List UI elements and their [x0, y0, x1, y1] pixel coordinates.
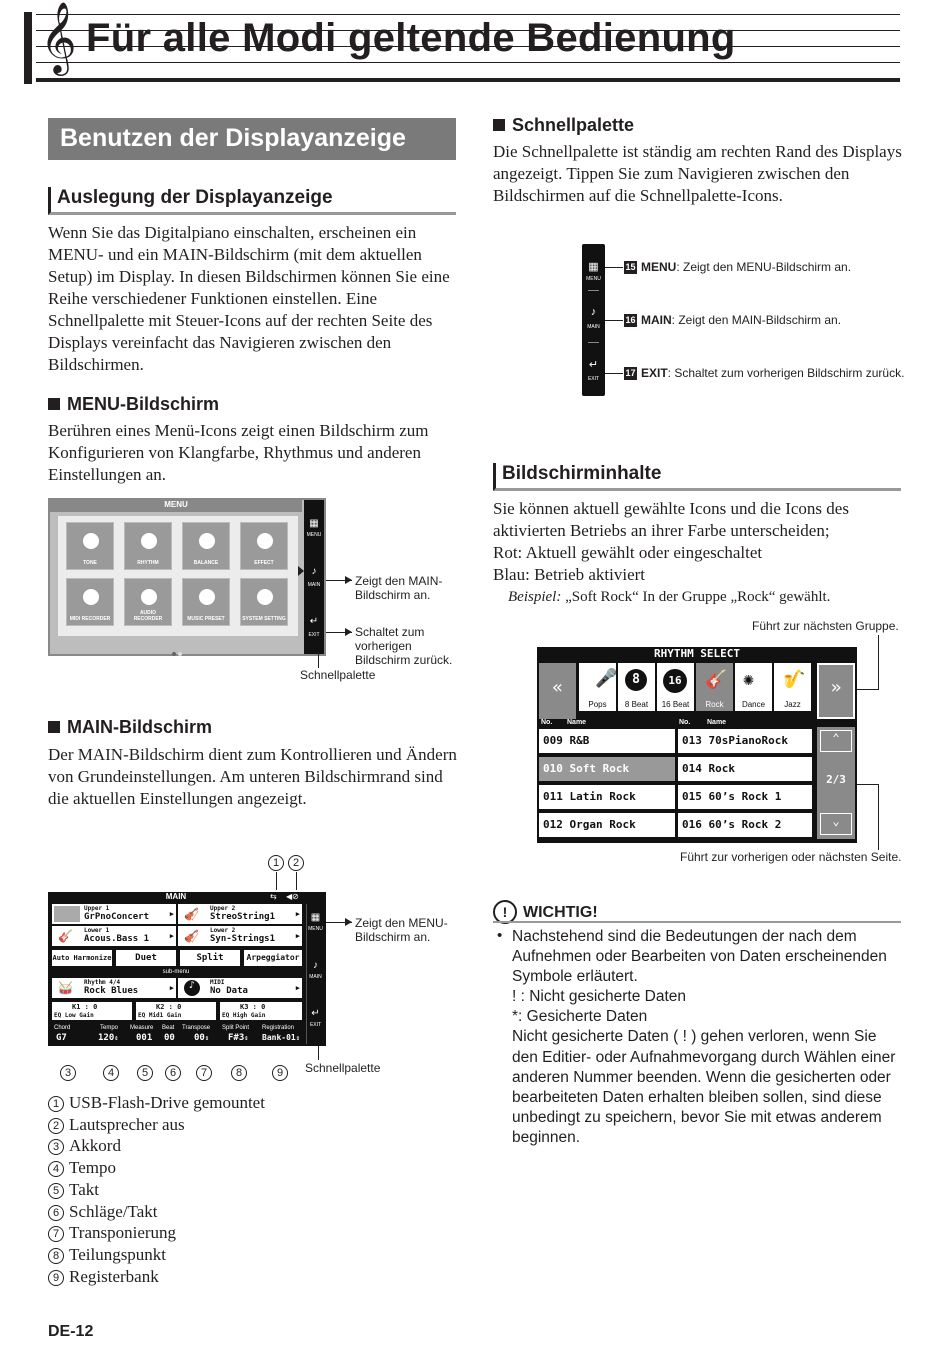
speaker-off-icon: ◀⊘ — [286, 892, 299, 901]
exit-arrow-icon[interactable]: ↵ — [311, 1008, 320, 1019]
legend-item: 7 Transponierung — [48, 1222, 265, 1244]
note-icon — [83, 589, 99, 605]
palette-exit-label: EXIT — [309, 1022, 322, 1028]
page-down-icon[interactable]: ⌄ — [820, 813, 852, 835]
content-line: Rot: Aktuell gewählt oder eingeschaltet — [493, 543, 763, 562]
warning-icon: ! — [493, 900, 517, 924]
arrow-right-icon: ▶ — [169, 932, 174, 940]
callout-number: 3 — [60, 1065, 76, 1081]
eight-beat-icon: 8 — [625, 669, 647, 691]
palette-heading: Schnellpalette — [493, 115, 634, 136]
midi-part[interactable]: ♪ MIDI No Data ▶ — [178, 978, 302, 998]
note-icon: ♪ — [184, 980, 200, 996]
balance-icon — [199, 533, 215, 549]
legend-item: 6 Schläge/Takt — [48, 1201, 265, 1223]
midi-recorder-tile[interactable]: MIDI RECORDER — [66, 578, 114, 626]
split-point-label: Split Point — [222, 1025, 250, 1031]
auto-harmonize-button[interactable]: Auto Harmonize — [52, 950, 112, 966]
palette-main-label: MAIN — [307, 582, 321, 588]
col-name-label: Name — [707, 719, 727, 726]
divider — [588, 342, 599, 343]
arrow-marker — [298, 566, 304, 576]
effect-tile[interactable]: EFFECT — [240, 522, 288, 570]
palette-main-label: MAIN — [309, 974, 322, 980]
callout-number: 9 — [272, 1065, 288, 1081]
rhythm-list-item-selected[interactable]: 010 Soft Rock — [539, 757, 675, 781]
gear-icon — [257, 589, 273, 605]
page-title: Für alle Modi geltende Bedienung — [86, 16, 736, 60]
knob-k3[interactable]: K3 : 0 EQ High Gain — [220, 1002, 302, 1020]
callout-number: 2 — [288, 855, 304, 871]
callout-line — [878, 635, 879, 690]
tempo-label: Tempo — [100, 1025, 119, 1031]
main-screen-title: MAIN — [165, 892, 187, 901]
instruments-icon — [199, 589, 215, 605]
tone-tile[interactable]: TONE — [66, 522, 114, 570]
measure-value[interactable]: 001 — [136, 1033, 153, 1043]
header-bar — [24, 12, 32, 84]
group-8-beat[interactable]: 8 Beat — [618, 663, 655, 711]
callout-next-group: Führt zur nächsten Gruppe. — [752, 619, 899, 633]
rhythm-list-item[interactable]: 013 70sPianoRock — [678, 729, 812, 753]
content-paragraph — [493, 498, 903, 586]
palette-paragraph: Die Schnellpalette ist ständig am rechten Rand des Displays angezeigt. Tippen Sie zum Navigieren zwischen den Bildschirmen auf die Schnellpalette-Icons. — [493, 142, 902, 205]
transpose-label: Transpose — [182, 1025, 211, 1031]
main-screen — [48, 892, 326, 1046]
palette-exit-label: EXIT — [308, 632, 320, 638]
col-no-label: No. — [541, 719, 553, 726]
important-line: ! : Nicht gesicherte Daten — [512, 988, 687, 1006]
guitar-icon: 🎸 — [705, 669, 728, 690]
legend-item: 4 Tempo — [48, 1157, 265, 1179]
audio-recorder-tile[interactable]: AUDIO RECORDER — [124, 578, 172, 626]
rhythm-list-item[interactable]: 011 Latin Rock — [539, 785, 675, 809]
arpeggiator-button[interactable]: Arpeggiator — [244, 950, 302, 966]
split-button[interactable]: Split — [180, 950, 240, 966]
important-body — [512, 927, 904, 1148]
important-heading: WICHTIG! — [523, 904, 598, 921]
violin-icon: 🎻 — [184, 907, 199, 921]
legend-item: 5 Takt — [48, 1179, 265, 1201]
submenu-label: sub-menu — [162, 969, 190, 975]
palette-item-main: 16 MAIN: Zeigt den MAIN-Bildschirm an. — [625, 313, 842, 327]
example-line — [508, 589, 830, 606]
group-jazz[interactable]: Jazz — [774, 663, 811, 711]
subsection-heading: Auslegung der Displayanzeige — [48, 187, 456, 215]
menu-paragraph: Berühren eines Menü-Icons zeigt einen Bildschirm zum Konfigurieren von Klangfarbe, Rhythmus und anderen Einstellungen an. — [48, 421, 429, 484]
callout-number: 7 — [196, 1065, 212, 1081]
next-group-button[interactable]: » — [817, 663, 855, 719]
arrow-right-icon: ▶ — [169, 984, 174, 992]
registration-value[interactable]: Bank-01⇕ — [262, 1033, 300, 1042]
staff-line — [36, 62, 900, 63]
rhythm-part[interactable]: 🥁 Rhythm 4/4 Rock Blues ▶ — [52, 978, 176, 998]
staff-line — [36, 14, 900, 15]
callout-line — [857, 784, 879, 785]
callout-number: 8 — [231, 1065, 247, 1081]
callout-number: 5 — [137, 1065, 153, 1081]
beat-label: Beat — [162, 1025, 175, 1031]
music-preset-tile[interactable]: MUSIC PRESET — [182, 578, 230, 626]
palette-menu-label: MENU — [308, 926, 323, 932]
piano-icon — [83, 533, 99, 549]
content-heading: Bildschirminhalte — [493, 463, 901, 491]
arrow-head — [345, 576, 352, 584]
legend-list — [48, 1092, 265, 1287]
registration-label: Registration — [262, 1025, 295, 1031]
palette-menu-label: MENU — [306, 532, 322, 538]
page-indicator: 2/3 — [826, 773, 846, 786]
upper1-part[interactable]: Upper 1 GrPnoConcert ▶ — [52, 904, 176, 924]
legend-item: 8 Teilungspunkt — [48, 1244, 265, 1266]
palette-menu-label: MENU — [586, 276, 601, 282]
menu-grid-icon[interactable]: ▦ — [310, 912, 321, 923]
disco-ball-icon: ✺ — [743, 669, 754, 690]
beat-value[interactable]: 00 — [164, 1033, 175, 1043]
callout-page: Führt zur vorherigen oder nächsten Seite. — [680, 850, 902, 864]
drum-icon: 🥁 — [58, 981, 73, 995]
chord-value: G7 — [56, 1033, 67, 1043]
layout-paragraph: Wenn Sie das Digitalpiano einschalten, erscheinen ein MENU- und ein MAIN-Bildschirm (mit dem aktuellen Setup) im Display. In diesen Bildschirmen können Sie eine Reihe verschiedener Funktionen einstellen. Eine Schnellpalette mit Steuer-Icons auf der rechten Seite des Displays vereinfacht das Navigieren zwischen den Bildschirmen. — [48, 223, 450, 374]
menu-heading: MENU-Bildschirm — [48, 394, 219, 415]
callout-line — [878, 784, 879, 850]
legend-item: 2 Lautsprecher aus — [48, 1114, 265, 1136]
callout-number: 6 — [165, 1065, 181, 1081]
callout-line — [318, 1046, 319, 1060]
duet-button[interactable]: Duet — [116, 950, 176, 966]
page-up-icon[interactable]: ⌃ — [820, 730, 852, 752]
quick-palette — [306, 904, 324, 1044]
main-heading: MAIN-Bildschirm — [48, 717, 212, 738]
callout-line — [318, 652, 319, 668]
bass-icon: 🎸 — [58, 929, 73, 943]
arrow-right-icon: ▶ — [295, 932, 300, 940]
group-rock[interactable]: Rock — [696, 663, 733, 711]
palette-item-exit: 17 EXIT: Schaltet zum vorherigen Bildschirm zurück. — [625, 366, 905, 380]
important-rule — [493, 921, 901, 923]
callout-line — [276, 872, 277, 890]
group-pops[interactable]: Pops — [579, 663, 616, 711]
effect-icon — [257, 533, 273, 549]
menu-callout-palette: Schnellpalette — [300, 668, 376, 682]
piano-icon — [54, 906, 80, 922]
callout-line — [605, 320, 623, 321]
page-scroller — [817, 727, 855, 839]
lower2-part[interactable]: 🎻 Lower 2 Syn-Strings1 ▶ — [178, 926, 302, 946]
callout-line — [605, 373, 623, 374]
important-text: Nicht gesicherte Daten ( ! ) gehen verloren, wenn Sie den Editier- oder Aufnahmevorgang durch Wählen einer anderen Nummer beenden. Wenn die gesicherten oder bearbeiteten Daten erhalten bleiben sollen, sind diese unbedingt zu speichern, bevor Sie mit etwas anderem beginnen. — [512, 1028, 896, 1146]
menu-tile-grid — [58, 516, 298, 636]
main-paragraph: Der MAIN-Bildschirm dient zum Kontrollieren und Ändern von Grundeinstellungen. Am unteren Bildschirmrand sind die aktuellen Einstellungen angezeigt. — [48, 745, 457, 808]
quick-palette — [304, 500, 324, 654]
exit-arrow-icon[interactable]: ↵ — [588, 359, 599, 371]
microphone-icon: 🎤 — [595, 668, 618, 689]
arrow-head — [345, 918, 352, 926]
split-point-value[interactable]: F#3⇕ — [228, 1033, 249, 1043]
strings-icon: 🎻 — [184, 929, 199, 943]
divider — [588, 290, 599, 291]
staff-baseline — [36, 78, 900, 82]
prev-group-button[interactable]: « — [539, 663, 576, 719]
saxophone-icon: 🎷 — [783, 669, 806, 690]
menu-callout-exit: Schaltet zum vorherigen Bildschirm zurück. — [355, 625, 453, 667]
legend-item: 9 Registerbank — [48, 1266, 265, 1288]
rhythm-list-item[interactable]: 014 Rock — [678, 757, 812, 781]
content-line: Blau: Betrieb aktiviert — [493, 565, 646, 584]
system-setting-tile[interactable]: SYSTEM SETTING — [240, 578, 288, 626]
bullet-icon: • — [497, 927, 503, 944]
arrow-right-icon: ▶ — [295, 984, 300, 992]
lower1-part[interactable]: 🎸 Lower 1 Acous.Bass 1 ▶ — [52, 926, 176, 946]
main-note-icon[interactable]: ♪ — [590, 306, 597, 318]
tempo-value[interactable]: 120⇕ — [98, 1033, 119, 1043]
rhythm-list-item[interactable]: 009 R&B — [539, 729, 675, 753]
example-text: „Soft Rock“ In der Gruppe „Rock“ gewählt. — [565, 589, 831, 605]
knob-k2[interactable]: K2 : 0 EQ Mid1 Gain — [136, 1002, 216, 1020]
menu-grid-icon[interactable]: ▦ — [309, 518, 319, 529]
page-number: DE-12 — [48, 1323, 94, 1340]
callout-line — [856, 689, 879, 690]
callout-number: 1 — [268, 855, 284, 871]
main-note-icon[interactable]: ♪ — [311, 566, 317, 577]
important-line: *: Gesicherte Daten — [512, 1008, 648, 1026]
quick-palette — [582, 244, 605, 396]
section-title: Benutzen der Displayanzeige — [48, 118, 456, 160]
arrow-head — [345, 628, 352, 636]
exit-arrow-icon[interactable]: ↵ — [309, 616, 319, 627]
menu-screen-title: MENU — [50, 500, 302, 512]
callout-line — [296, 872, 297, 890]
palette-exit-label: EXIT — [587, 376, 600, 382]
rhythm-list-item[interactable]: 012 Organ Rock — [539, 813, 675, 837]
sixteen-beat-icon: 16 — [663, 669, 687, 693]
menu-screen — [48, 498, 326, 656]
content-line: Sie können aktuell gewählte Icons und die Icons des aktivierten Betriebs an ihrer Farbe unterscheiden; — [493, 499, 849, 540]
usb-icon: ⇆ — [270, 892, 277, 901]
upper2-part[interactable]: 🎻 Upper 2 StreoString1 ▶ — [178, 904, 302, 924]
main-callout-palette: Schnellpalette — [305, 1061, 381, 1075]
palette-item-menu: 15 MENU: Zeigt den MENU-Bildschirm an. — [625, 260, 852, 274]
main-callout-menu: Zeigt den MENU-Bildschirm an. — [355, 916, 448, 944]
legend-item: 3 Akkord — [48, 1135, 265, 1157]
page-dots — [172, 643, 182, 647]
important-text: Nachstehend sind die Bedeutungen der nach dem Aufnehmen oder Bearbeiten von Daten erscheinenden Symbole erläutert. — [512, 928, 887, 986]
treble-clef-icon: 𝄞 — [40, 0, 77, 73]
measure-label: Measure — [130, 1025, 154, 1031]
chord-label: Chord — [54, 1025, 71, 1031]
legend-item: 1 USB-Flash-Drive gemountet — [48, 1092, 265, 1114]
play-icon — [141, 589, 157, 605]
rhythm-list-item[interactable]: 016 60’s Rock 2 — [678, 813, 812, 837]
rhythm-select-screen — [537, 647, 857, 843]
arrow-right-icon: ▶ — [169, 910, 174, 918]
group-16-beat[interactable]: 16 Beat — [657, 663, 694, 711]
rhythm-list-item[interactable]: 015 60’s Rock 1 — [678, 785, 812, 809]
example-label: Beispiel: — [508, 589, 562, 605]
knob-k1[interactable]: K1 : 0 EQ Low Gain — [52, 1002, 132, 1020]
drum-icon — [141, 533, 157, 549]
menu-grid-icon[interactable]: ▦ — [588, 261, 599, 273]
rhythm-tile[interactable]: RHYTHM — [124, 522, 172, 570]
col-no-label: No. — [679, 719, 691, 726]
menu-callout-main: Zeigt den MAIN-Bildschirm an. — [355, 574, 443, 602]
main-note-icon[interactable]: ♪ — [313, 960, 318, 971]
balance-tile[interactable]: BALANCE — [182, 522, 230, 570]
group-dance[interactable]: Dance — [735, 663, 772, 711]
arrow-right-icon: ▶ — [295, 910, 300, 918]
col-name-label: Name — [567, 719, 587, 726]
transpose-value[interactable]: 00⇕ — [194, 1033, 210, 1043]
palette-main-label: MAIN — [587, 324, 600, 330]
rhythm-screen-title: RHYTHM SELECT — [653, 647, 741, 660]
callout-line — [605, 267, 623, 268]
callout-number: 4 — [103, 1065, 119, 1081]
